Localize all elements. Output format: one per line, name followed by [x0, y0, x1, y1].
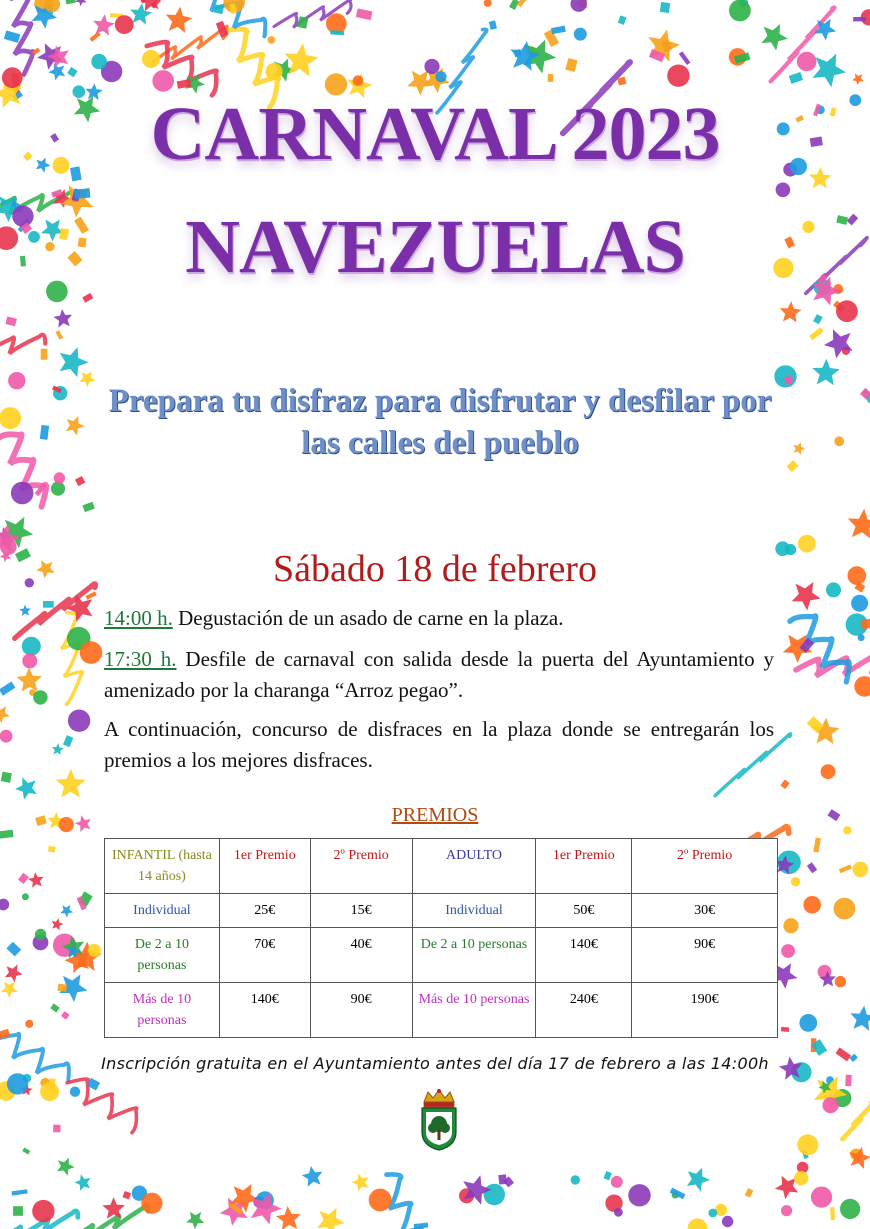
prize-cell: 90€	[310, 983, 412, 1038]
category-cell: De 2 a 10 personas	[412, 928, 536, 983]
prize-cell: 30€	[632, 894, 778, 928]
prize-cell: 25€	[219, 894, 310, 928]
prize-cell: 90€	[632, 928, 778, 983]
header-first-prize: 1er Premio	[536, 839, 632, 894]
table-row	[105, 894, 778, 928]
event-time-2: 17:30 h.	[104, 647, 177, 671]
prize-cell: 140€	[219, 983, 310, 1038]
category-cell: Más de 10 personas	[412, 983, 536, 1038]
prize-cell: 190€	[632, 983, 778, 1038]
table-header-row	[105, 839, 778, 894]
event-date: Sábado 18 de febrero	[273, 548, 597, 590]
header-second-prize: 2º Premio	[310, 839, 412, 894]
prize-cell: 40€	[310, 928, 412, 983]
prizes-table	[104, 838, 778, 1038]
event-item-1	[104, 603, 774, 634]
prize-cell: 50€	[536, 894, 632, 928]
event-text-1: Degustación de un asado de carne en la plaza.	[172, 606, 564, 630]
category-cell: Individual	[105, 894, 220, 928]
registration-note: Inscripción gratuita en el Ayuntamiento antes del día 17 de febrero a las 14:00h	[101, 1054, 769, 1073]
event-item-2	[104, 644, 774, 706]
municipal-coat-of-arms-icon	[418, 1088, 460, 1152]
header-adulto: ADULTO	[412, 839, 536, 894]
title-line-1: CARNAVAL 2023	[150, 92, 720, 176]
category-cell: Más de 10 personas	[105, 983, 220, 1038]
table-row	[105, 928, 778, 983]
prize-cell: 70€	[219, 928, 310, 983]
contest-paragraph: A continuación, concurso de disfraces en la plaza donde se entregarán los premios a los mejores disfraces.	[104, 717, 774, 772]
prize-cell: 140€	[536, 928, 632, 983]
header-infantil: INFANTIL (hasta 14 años)	[105, 839, 220, 894]
category-cell: De 2 a 10 personas	[105, 928, 220, 983]
event-text-2: Desfile de carnaval con salida desde la puerta del Ayuntamiento y amenizado por la charanga “Arroz pegao”.	[104, 647, 774, 702]
table-row	[105, 983, 778, 1038]
subtitle: Prepara tu disfraz para disfrutar y desfilar por las calles del pueblo	[108, 383, 772, 461]
header-second-prize: 2º Premio	[632, 839, 778, 894]
prize-cell: 240€	[536, 983, 632, 1038]
header-first-prize: 1er Premio	[219, 839, 310, 894]
title-line-2: NAVEZUELAS	[185, 205, 685, 289]
event-time-1: 14:00 h.	[104, 606, 173, 630]
category-cell: Individual	[412, 894, 536, 928]
prizes-title: PREMIOS	[391, 804, 479, 826]
prize-cell: 15€	[310, 894, 412, 928]
